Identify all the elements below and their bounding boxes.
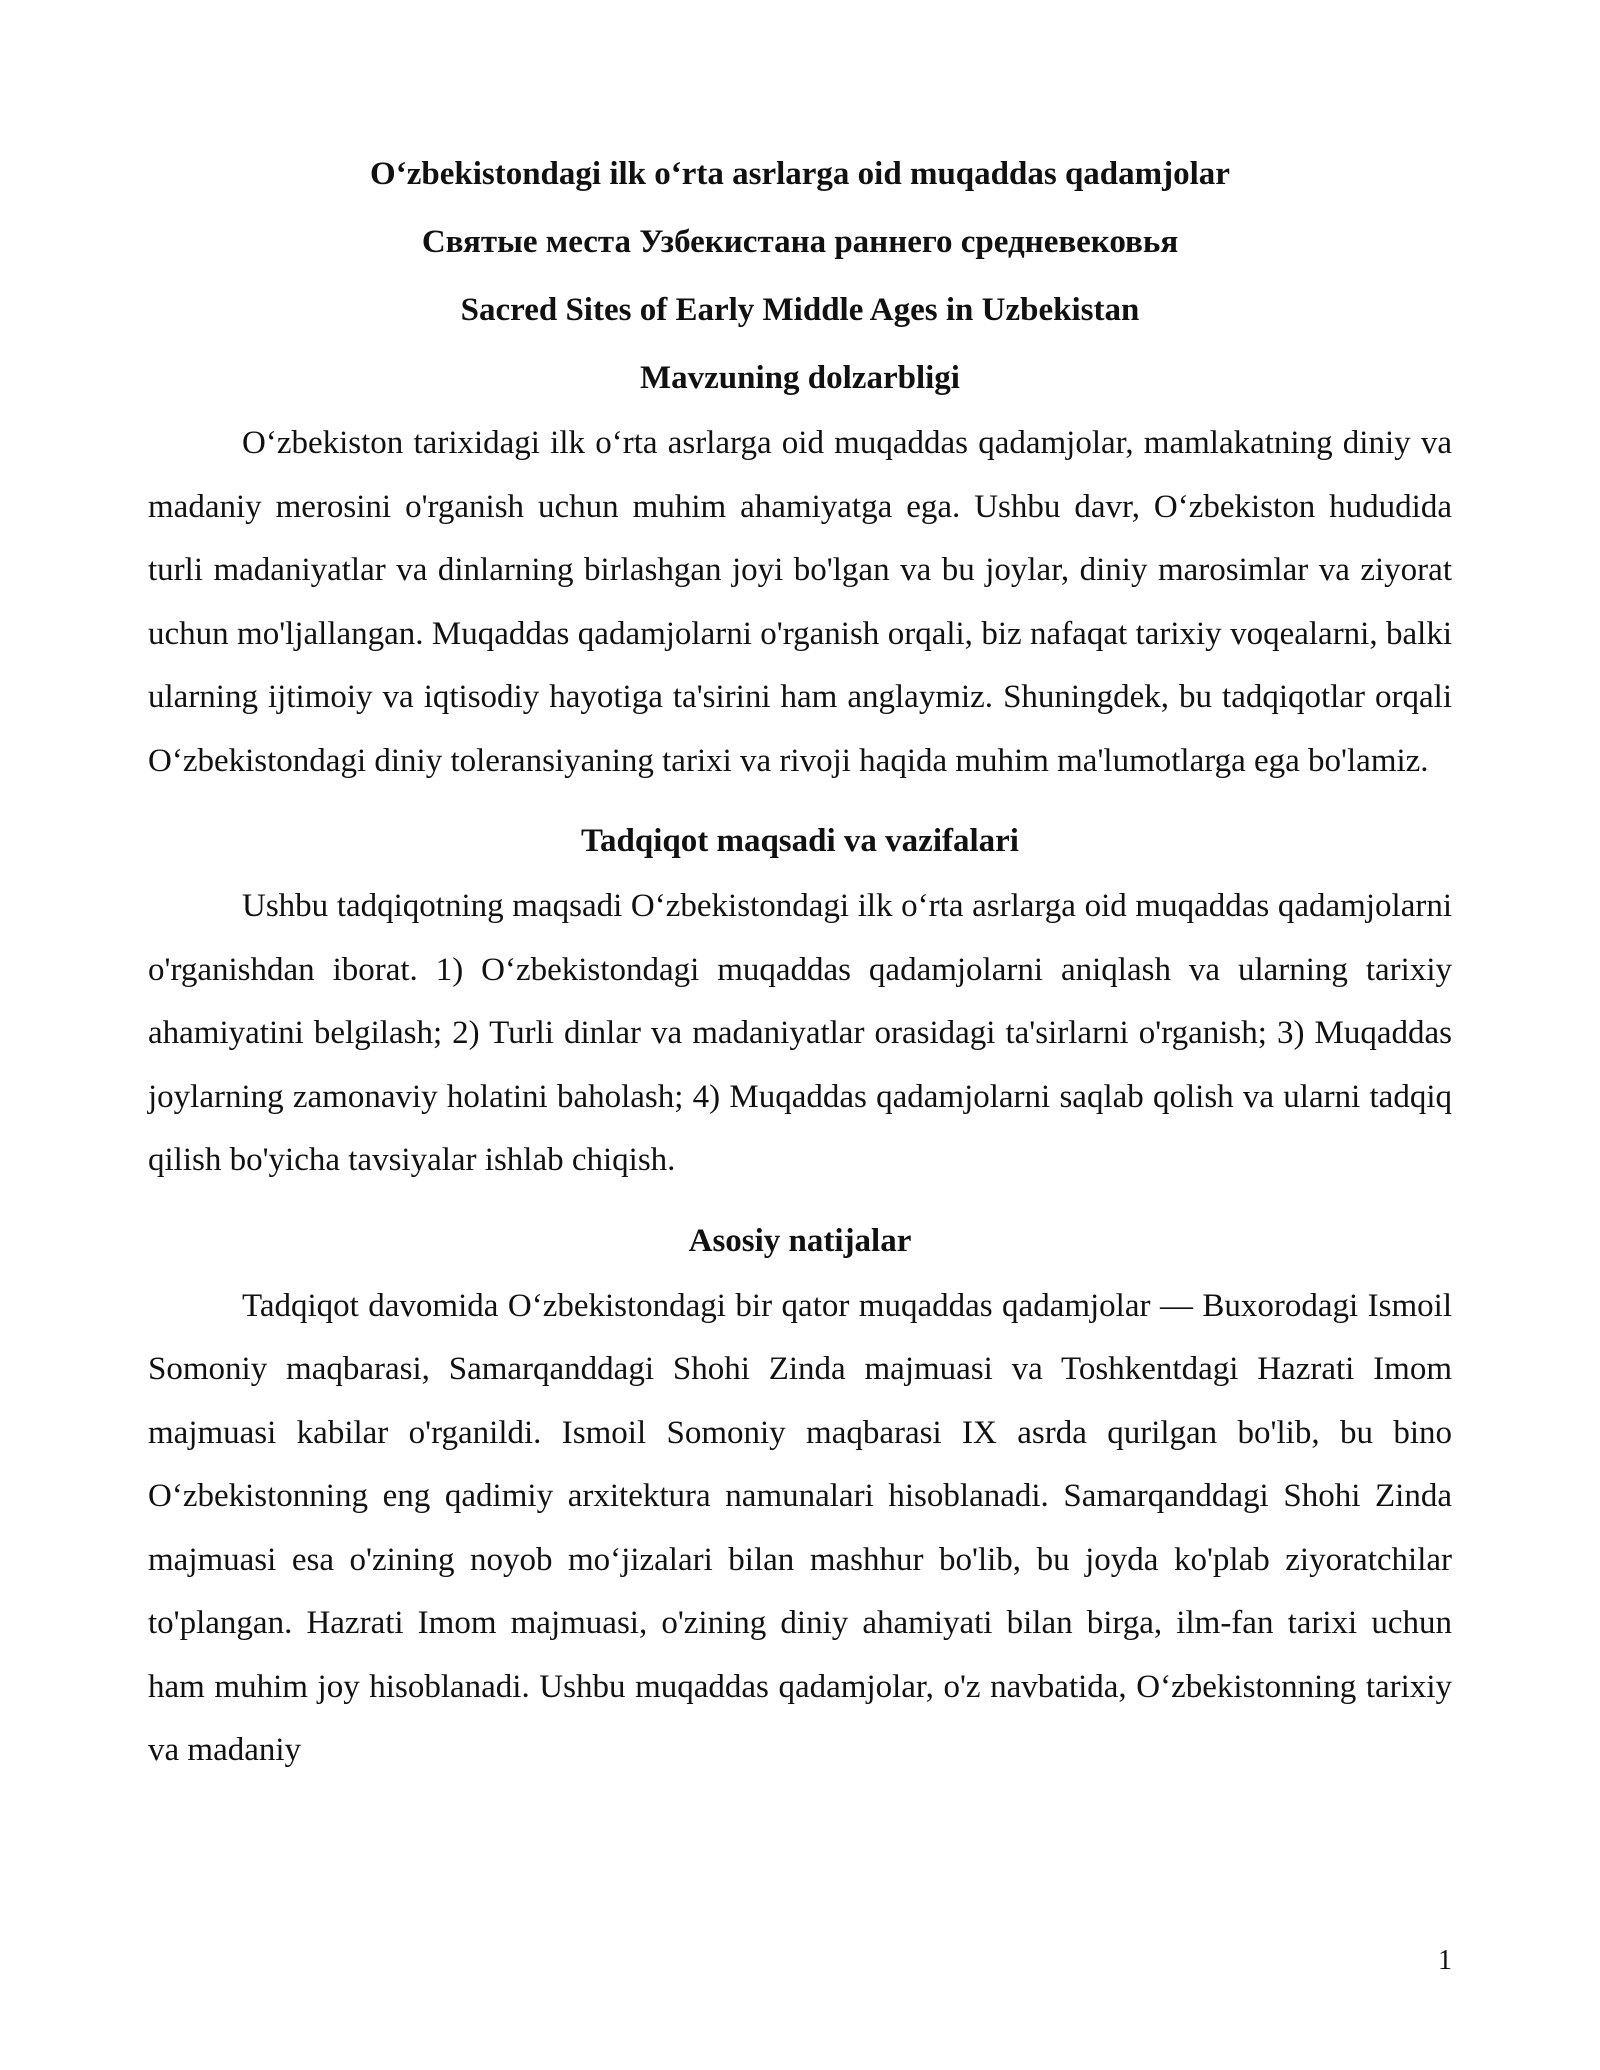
title-english: Sacred Sites of Early Middle Ages in Uzbekistan <box>460 292 1140 328</box>
section-heading-results: Asosiy natijalar <box>688 1222 912 1259</box>
title-uzbek: O‘zbekistondagi ilk o‘rta asrlarga oid muqaddas qadamjolar <box>370 156 1230 192</box>
paragraph-goals: Ushbu tadqiqotning maqsadi O‘zbekistondagi ilk o‘rta asrlarga oid muqaddas qadamjolarni o'rganishdan iborat. 1) O‘zbekistondagi muqaddas qadamjolarni aniqlash va ularning tarixiy ahamiyatini belgilash; 2) Turli dinlar va madaniyatlar orasidagi ta'sirlarni o'rganish; 3) Muqaddas joylarning zamonaviy holatini baholash; 4) Muqaddas qadamjolarni saqlab qolish va ularni tadqiq qilish bo'yicha tavsiyalar ishlab chiqish. <box>148 888 1452 1178</box>
section-heading-relevance: Mavzuning dolzarbligi <box>640 360 960 396</box>
paragraph-results: Tadqiqot davomida O‘zbekistondagi bir qator muqaddas qadamjolar — Buxorodagi Ismoil Somoniy maqbarasi, Samarqanddagi Shohi Zinda majmuasi va Toshkentdagi Hazrati Imom majmuasi kabilar o'rganildi. Ismoil Somoniy maqbarasi IX asrda qurilgan bo'lib, bu bino O‘zbekistonning eng qadimiy arxitektura namunalari hisoblanadi. Samarqanddagi Shohi Zinda majmuasi esa o'zining noyob mo‘jizalari bilan mashhur bo'lib, bu joyda ko'plab ziyoratchilar to'plangan. Hazrati Imom majmuasi, o'zining diniy ahamiyati bilan birga, ilm-fan tarixi uchun ham muhim joy hisoblanadi. Ushbu muqaddas qadamjolar, o'z navbatida, O‘zbekistonning tarixiy va madaniy <box>148 1287 1452 1768</box>
page-number: 1 <box>1438 1945 1452 1976</box>
paragraph-relevance: O‘zbekiston tarixidagi ilk o‘rta asrlarga oid muqaddas qadamjolar, mamlakatning diniy va madaniy merosini o'rganish uchun muhim ahamiyatga ega. Ushbu davr, O‘zbekiston hududida turli madaniyatlar va dinlarning birlashgan joyi bo'lgan va bu joylar, diniy marosimlar va ziyorat uchun mo'ljallangan. Muqaddas qadamjolarni o'rganish orqali, biz nafaqat tarixiy voqealarni, balki ularning ijtimoiy va iqtisodiy hayotiga ta'sirini ham anglaymiz. Shuningdek, bu tadqiqotlar orqali O‘zbekistondagi diniy toleransiyaning tarixi va rivoji haqida muhim ma'lumotlarga ega bo'lamiz. <box>148 425 1452 779</box>
title-russian: Святые места Узбекистана раннего средневековья <box>421 224 1179 260</box>
document-page <box>148 140 1452 1783</box>
section-heading-goals: Tadqiqot maqsadi va vazifalari <box>581 823 1019 859</box>
